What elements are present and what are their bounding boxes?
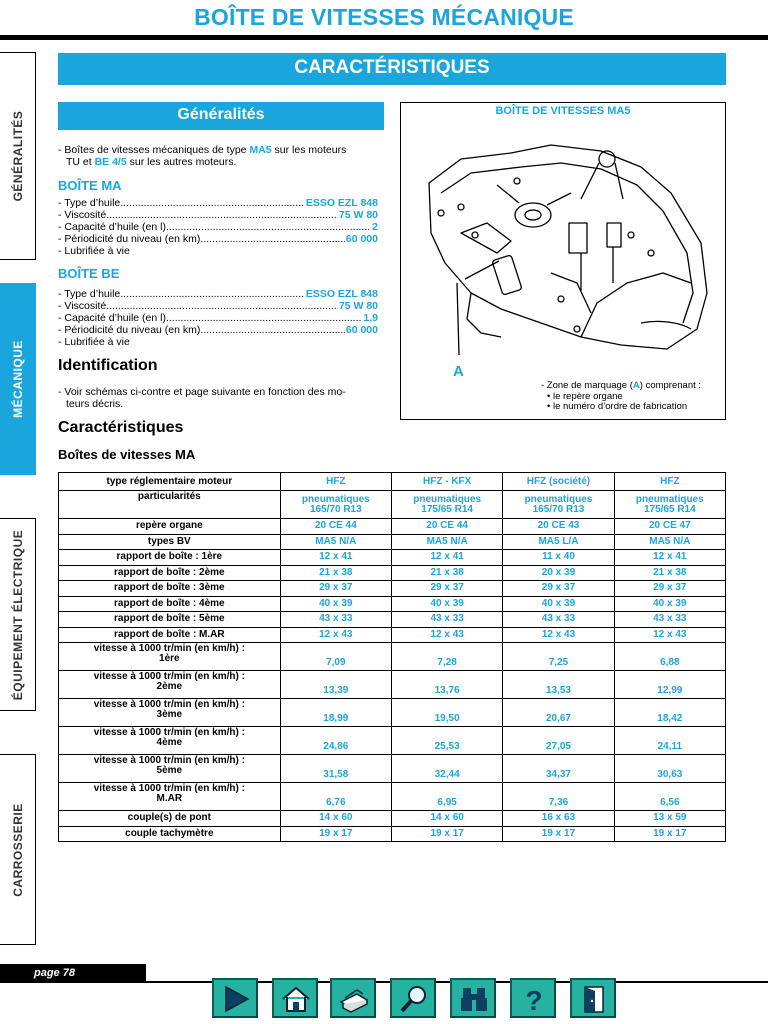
table-cell: 7,28 [391, 643, 502, 671]
table-cell: 7,09 [280, 643, 391, 671]
table-cell: repère organe [59, 519, 281, 535]
table-cell: 11 x 40 [503, 550, 614, 566]
table-cell: 31,58 [280, 755, 391, 783]
table-cell: type réglementaire moteur [59, 473, 281, 491]
table-cell: 43 x 33 [280, 612, 391, 628]
table-cell: vitesse à 1000 tr/min (en km/h) : 3ème [59, 699, 281, 727]
spec-row: - Viscosité ..... 75 W 80 [58, 209, 378, 221]
table-cell: 14 x 60 [280, 811, 391, 827]
identification-text: - Voir schémas ci-contre et page suivante en fonction des mo- teurs décris. [58, 386, 346, 410]
table-row [59, 627, 726, 643]
magnifier-icon [397, 984, 431, 1014]
table-cell: couple(s) de pont [59, 811, 281, 827]
table-cell: 21 x 38 [280, 565, 391, 581]
table-cell: 12,99 [614, 671, 725, 699]
side-tab-label: ÉQUIPEMENT ÉLECTRIQUE [10, 529, 25, 700]
table-row [59, 473, 726, 491]
table-cell: 40 x 39 [503, 596, 614, 612]
table-cell: vitesse à 1000 tr/min (en km/h) : M.AR [59, 783, 281, 811]
table-cell: MA5 N/A [391, 534, 502, 550]
table-cell: rapport de boîte : 3ème [59, 581, 281, 597]
table-cell: rapport de boîte : 4ème [59, 596, 281, 612]
table-cell: MA5 N/A [280, 534, 391, 550]
play-icon [219, 984, 253, 1014]
table-cell: 20 CE 47 [614, 519, 725, 535]
table-row [59, 671, 726, 699]
side-tab-carrosserie[interactable] [0, 754, 36, 945]
table-cell: 29 x 37 [280, 581, 391, 597]
table-cell: 40 x 39 [614, 596, 725, 612]
table-cell: 25,53 [391, 727, 502, 755]
search-button[interactable] [390, 978, 436, 1018]
table-row [59, 596, 726, 612]
figure-title: BOÎTE DE VITESSES MA5 [495, 105, 631, 117]
table-cell: 16 x 63 [503, 811, 614, 827]
table-cell: 40 x 39 [280, 596, 391, 612]
gearbox-drawing [401, 123, 725, 379]
binoculars-icon [457, 984, 491, 1014]
table-cell: vitesse à 1000 tr/min (en km/h) : 1ère [59, 643, 281, 671]
table-row [59, 783, 726, 811]
table-row [59, 826, 726, 842]
home-button[interactable] [272, 978, 318, 1018]
table-cell: 20 CE 43 [503, 519, 614, 535]
table-cell: HFZ [614, 473, 725, 491]
table-cell: 6,88 [614, 643, 725, 671]
boite-ma-specs [58, 197, 378, 257]
side-tab-mecanique[interactable] [0, 283, 36, 475]
table-cell: 29 x 37 [614, 581, 725, 597]
table-cell: 34,37 [503, 755, 614, 783]
figure-note: - Zone de marquage (A) comprenant : • le repère organe • le numéro d’ordre de fabrication [541, 380, 702, 412]
page-number: page 78 [0, 964, 146, 983]
table-cell: vitesse à 1000 tr/min (en km/h) : 2ème [59, 671, 281, 699]
table-cell: 19,50 [391, 699, 502, 727]
table-cell: 6,76 [280, 783, 391, 811]
table-cell: 18,99 [280, 699, 391, 727]
table-cell: 29 x 37 [503, 581, 614, 597]
table-cell: 12 x 43 [280, 627, 391, 643]
table-cell: 32,44 [391, 755, 502, 783]
side-tab-label: CARROSSERIE [10, 802, 25, 897]
table-row [59, 643, 726, 671]
home-icon [279, 984, 313, 1014]
table-cell: 19 x 17 [280, 826, 391, 842]
table-cell: 6,95 [391, 783, 502, 811]
table-cell: couple tachymètre [59, 826, 281, 842]
table-cell: 13,76 [391, 671, 502, 699]
table-row [59, 811, 726, 827]
table-row [59, 565, 726, 581]
table-row [59, 699, 726, 727]
figure-marker: A [453, 363, 464, 380]
table-cell: 13,53 [503, 671, 614, 699]
table-cell: 18,42 [614, 699, 725, 727]
help-button[interactable] [510, 978, 556, 1018]
table-cell: 43 x 33 [391, 612, 502, 628]
spec-row: - Capacité d’huile (en l) ..... 1,9 [58, 312, 378, 324]
table-row [59, 519, 726, 535]
printer-icon [337, 984, 371, 1014]
table-cell: 12 x 41 [614, 550, 725, 566]
table-cell: rapport de boîte : 5ème [59, 612, 281, 628]
side-tab-label: MÉCANIQUE [10, 340, 25, 418]
table-row [59, 550, 726, 566]
identification-heading: Identification [58, 357, 158, 374]
section-band-caracteristiques: CARACTÉRISTIQUES [58, 53, 726, 85]
intro-text: - Boîtes de vitesses mécaniques de type MA5 sur les moteurs TU et BE 4/5 sur les autres moteurs. [58, 144, 347, 168]
table-cell: MA5 L/A [503, 534, 614, 550]
table-cell: 21 x 38 [391, 565, 502, 581]
table-cell: 24,86 [280, 727, 391, 755]
boite-ma-heading: BOÎTE MA [58, 178, 122, 193]
table-cell: 13 x 59 [614, 811, 725, 827]
table-cell: 19 x 17 [503, 826, 614, 842]
gearbox-figure [400, 102, 726, 420]
spec-row: - Type d’huile ..... ESSO EZL 848 [58, 197, 378, 209]
spec-row: - Capacité d’huile (en l) ..... 2 [58, 221, 378, 233]
table-row [59, 581, 726, 597]
table-cell: 19 x 17 [614, 826, 725, 842]
table-cell: MA5 N/A [614, 534, 725, 550]
table-cell: HFZ - KFX [391, 473, 502, 491]
table-cell: rapport de boîte : M.AR [59, 627, 281, 643]
table-cell: 20 CE 44 [391, 519, 502, 535]
table-row [59, 534, 726, 550]
boite-be-heading: BOÎTE BE [58, 266, 120, 281]
table-cell: 7,25 [503, 643, 614, 671]
table-cell: HFZ [280, 473, 391, 491]
table-subtitle: Boîtes de vitesses MA [58, 447, 196, 462]
table-cell: rapport de boîte : 2ème [59, 565, 281, 581]
table-cell: 20 x 39 [503, 565, 614, 581]
side-tab-equipement-electrique[interactable] [0, 518, 36, 711]
table-cell: HFZ (société) [503, 473, 614, 491]
binoculars-button[interactable] [450, 978, 496, 1018]
table-cell: 12 x 43 [614, 627, 725, 643]
table-cell: pneumatiques 165/70 R13 [503, 491, 614, 519]
play-button[interactable] [212, 978, 258, 1018]
table-cell: 30,63 [614, 755, 725, 783]
exit-button[interactable] [570, 978, 616, 1018]
table-cell: 12 x 41 [280, 550, 391, 566]
table-cell: 7,36 [503, 783, 614, 811]
table-cell: 6,56 [614, 783, 725, 811]
table-cell: 43 x 33 [614, 612, 725, 628]
table-cell: 20 CE 44 [280, 519, 391, 535]
table-cell: 14 x 60 [391, 811, 502, 827]
spec-row: - Lubrifiée à vie [58, 336, 130, 348]
table-cell: pneumatiques 175/65 R14 [391, 491, 502, 519]
table-cell: 27,05 [503, 727, 614, 755]
table-cell: rapport de boîte : 1ère [59, 550, 281, 566]
top-rule [0, 35, 768, 40]
table-cell: 19 x 17 [391, 826, 502, 842]
table-cell: 21 x 38 [614, 565, 725, 581]
table-cell: 40 x 39 [391, 596, 502, 612]
table-cell: pneumatiques 175/65 R14 [614, 491, 725, 519]
table-cell: 29 x 37 [391, 581, 502, 597]
table-cell: 13,39 [280, 671, 391, 699]
table-cell: pneumatiques 165/70 R13 [280, 491, 391, 519]
table-cell: types BV [59, 534, 281, 550]
spec-row: - Type d’huile ..... ESSO EZL 848 [58, 288, 378, 300]
table-row [59, 491, 726, 519]
section-band-generalites: Généralités [58, 102, 384, 130]
table-row [59, 755, 726, 783]
table-cell: 43 x 33 [503, 612, 614, 628]
side-tab-label: GÉNÉRALITÉS [10, 110, 25, 202]
table-cell: 12 x 43 [503, 627, 614, 643]
page-title: BOÎTE DE VITESSES MÉCANIQUE [194, 4, 574, 30]
table-row [59, 727, 726, 755]
table-cell: 20,67 [503, 699, 614, 727]
exit-door-icon [577, 984, 611, 1014]
print-button[interactable] [330, 978, 376, 1018]
boite-be-specs [58, 288, 378, 348]
spec-row: - Viscosité ..... 75 W 80 [58, 300, 378, 312]
help-icon [517, 984, 551, 1014]
side-tab-generalites[interactable] [0, 52, 36, 260]
gearbox-spec-table [58, 472, 726, 842]
spec-row: - Périodicité du niveau (en km) ..... 60 000 [58, 324, 378, 336]
spec-row: - Périodicité du niveau (en km) ..... 60 000 [58, 233, 378, 245]
table-row [59, 612, 726, 628]
table-cell: 24,11 [614, 727, 725, 755]
caracteristiques-heading: Caractéristiques [58, 419, 184, 436]
svg-text:?: ? [525, 985, 543, 1014]
table-cell: 12 x 41 [391, 550, 502, 566]
spec-row: - Lubrifiée à vie [58, 245, 130, 257]
table-cell: vitesse à 1000 tr/min (en km/h) : 5ème [59, 755, 281, 783]
table-cell: particularités [59, 491, 281, 519]
table-cell: vitesse à 1000 tr/min (en km/h) : 4ème [59, 727, 281, 755]
table-cell: 12 x 43 [391, 627, 502, 643]
